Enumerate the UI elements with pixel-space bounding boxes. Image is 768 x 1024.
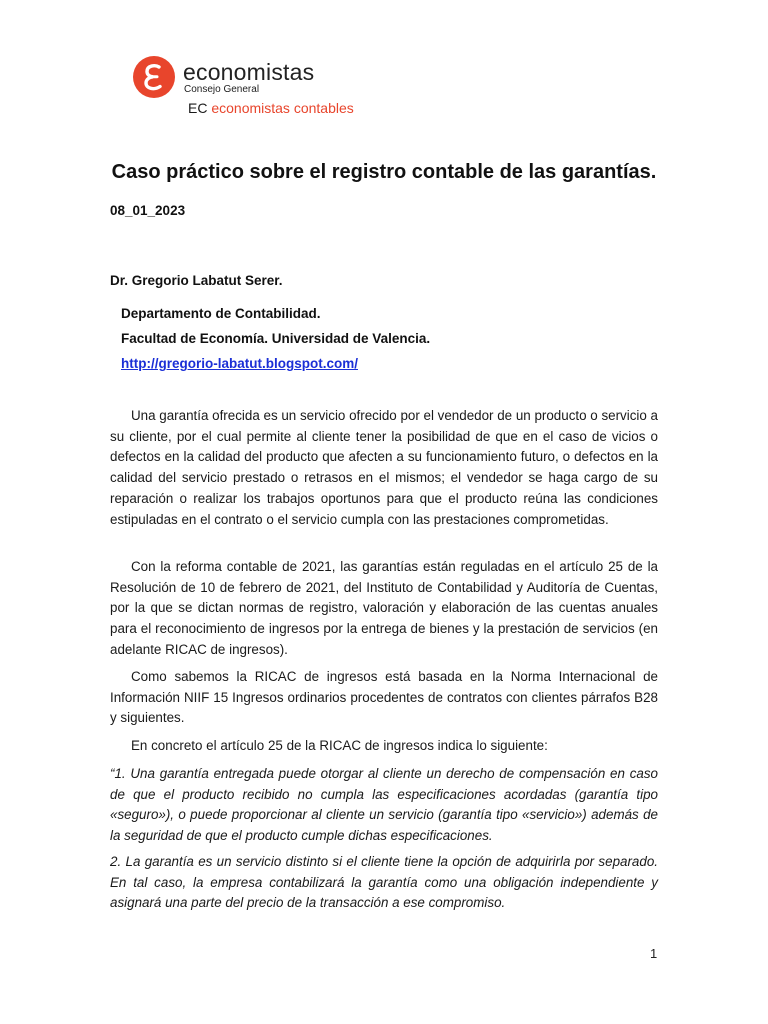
body-paragraph-4: En concreto el artículo 25 de la RICAC de ingresos indica lo siguiente: <box>131 738 548 753</box>
author-name: Dr. Gregorio Labatut Serer. <box>110 273 283 288</box>
author-blog-line <box>121 356 358 371</box>
quoted-article-item-1: “1. Una garantía entregada puede otorgar al cliente un derecho de compensación en caso de que el producto recibido no cumpla las especificaciones acordadas (garantía tipo «seguro»), o puede proporcionar al cliente un servicio (garantía tipo «servicio») además de la seguridad de que el producto cumple dichas especificaciones. <box>110 766 658 844</box>
logo-ec-line <box>188 100 354 116</box>
body-paragraph-1: Una garantía ofrecida es un servicio ofrecido por el vendedor de un producto o servicio a su cliente, por el cual permite al cliente tener la posibilidad de que en el caso de vicios o defectos en la calidad del producto que afecten a su funcionamiento futuro, o defectos en la calidad del servicio prestado o retrasos en el mismos; el vendedor se haga cargo de su reparación o realizar los trabajos oportunos para que el producto reúna las condiciones estipuladas en el contrato o el servicio cumpla con las prestaciones comprometidas. <box>110 408 659 527</box>
author-faculty: Facultad de Economía. Universidad de Valencia. <box>121 331 431 346</box>
quoted-article-item-2: 2. La garantía es un servicio distinto si el cliente tiene la opción de adquirirla por separado. En tal caso, la empresa contabilizará la garantía como una obligación independiente y asignará una parte del precio de la transacción a ese compromiso. <box>110 854 658 911</box>
economistas-logo-icon <box>133 56 175 98</box>
logo-ec-long: economistas contables <box>211 100 354 116</box>
logo-subtitle: Consejo General <box>184 84 260 95</box>
document-title: Caso práctico sobre el registro contable de las garantías. <box>111 161 657 183</box>
author-blog-link[interactable]: http://gregorio-labatut.blogspot.com/ <box>121 356 358 371</box>
author-department: Departamento de Contabilidad. <box>121 306 321 321</box>
document-date: 08_01_2023 <box>110 203 186 218</box>
logo-ec-short: EC <box>188 100 208 116</box>
body-paragraph-3: Como sabemos la RICAC de ingresos está basada en la Norma Internacional de Información NIIF 15 Ingresos ordinarios procedentes de contratos con clientes párrafos B28 y siguientes. <box>110 669 658 726</box>
logo-brand-name: economistas <box>183 59 315 85</box>
page-number: 1 <box>650 946 658 961</box>
economistas-logo <box>133 56 393 120</box>
body-paragraph-2: Con la reforma contable de 2021, las garantías están reguladas en el artículo 25 de la Resolución de 10 de febrero de 2021, del Instituto de Contabilidad y Auditoría de Cuentas, por la que se dictan normas de registro, valoración y elaboración de las cuentas anuales para el reconocimiento de ingresos por la entrega de bienes y la prestación de servicios (en adelante RICAC de ingresos). <box>110 559 658 657</box>
